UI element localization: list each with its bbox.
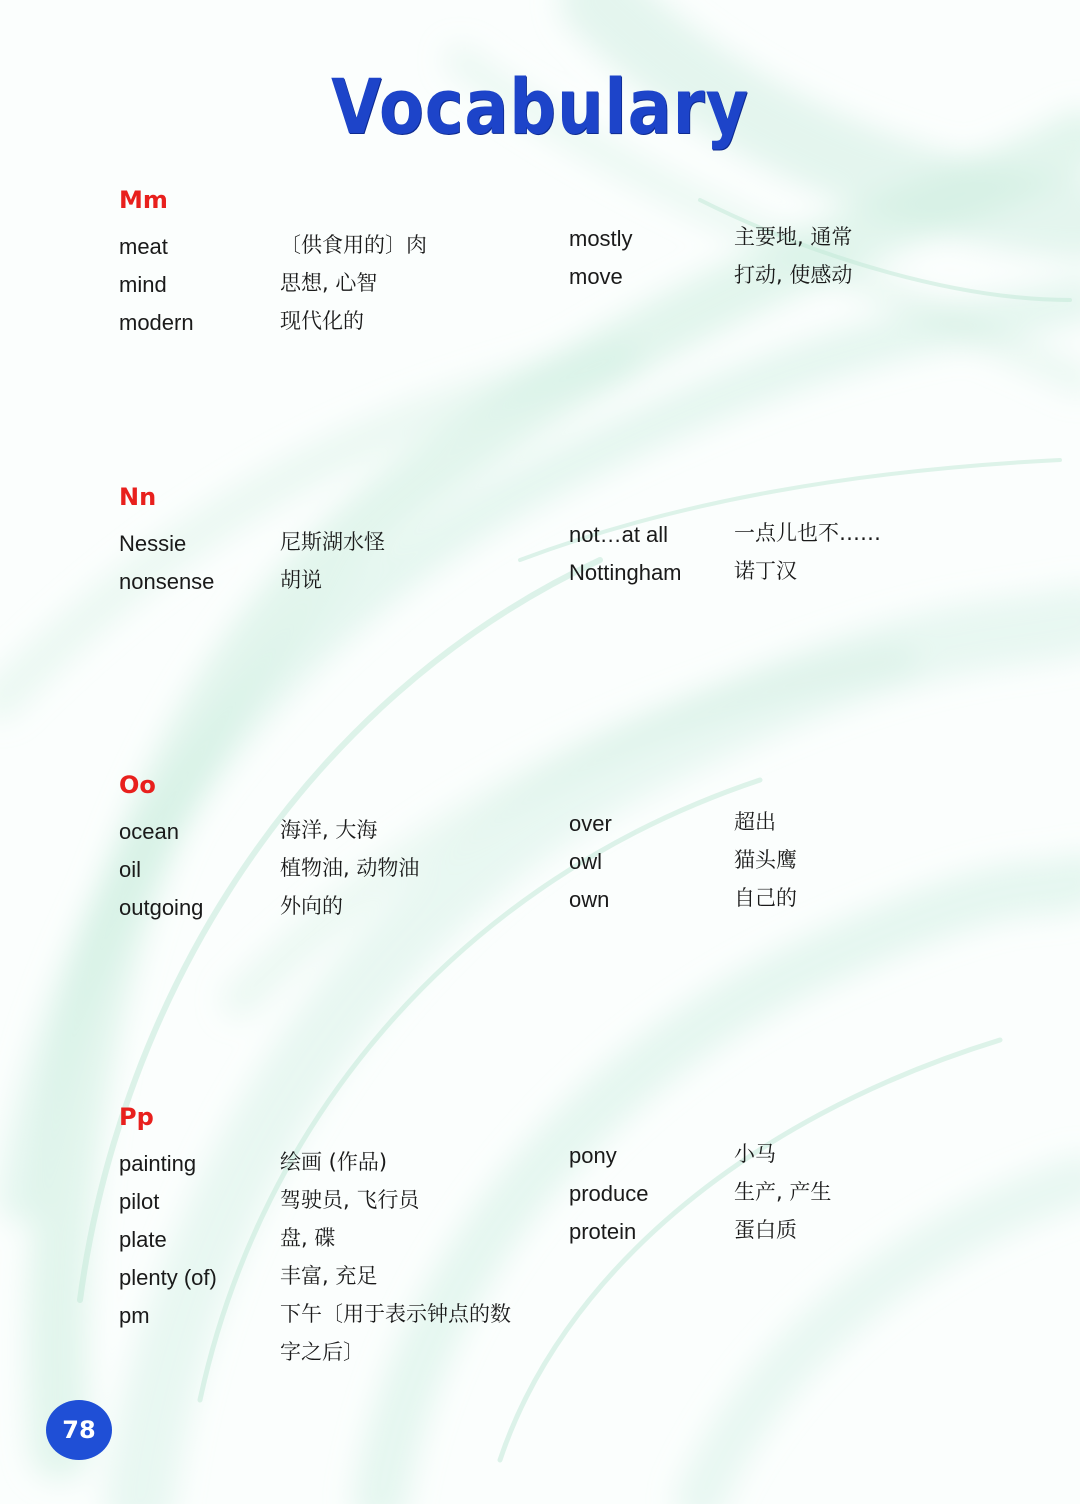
vocab-word: pilot bbox=[119, 1189, 160, 1214]
vocab-meaning: 海洋, 大海 bbox=[280, 818, 378, 842]
vocab-meaning: 外向的 bbox=[280, 894, 343, 918]
vocab-word: pony bbox=[569, 1143, 617, 1168]
vocab-meaning: 绘画 (作品) bbox=[280, 1150, 388, 1174]
vocab-word: painting bbox=[119, 1151, 197, 1176]
word-list-left bbox=[119, 234, 539, 348]
section-letter: Nn bbox=[119, 483, 157, 511]
vocab-word: outgoing bbox=[119, 895, 204, 920]
vocab-meaning: 植物油, 动物油 bbox=[280, 856, 420, 880]
vocab-word: mind bbox=[119, 272, 167, 297]
vocab-word: meat bbox=[119, 234, 168, 259]
vocab-entry bbox=[119, 895, 539, 933]
page-number-badge: 78 bbox=[46, 1400, 112, 1460]
vocab-word: ocean bbox=[119, 819, 179, 844]
vocab-word: plenty (of) bbox=[119, 1265, 217, 1290]
vocab-word: produce bbox=[569, 1181, 649, 1206]
vocab-meaning: 思想, 心智 bbox=[280, 271, 378, 295]
section-letter: Mm bbox=[119, 186, 168, 214]
vocab-word: own bbox=[569, 887, 610, 912]
vocab-meaning: 一点儿也不…… bbox=[734, 521, 881, 545]
vocab-meaning: 打动, 使感动 bbox=[734, 263, 853, 287]
vocab-word: over bbox=[569, 811, 612, 836]
vocab-word: Nessie bbox=[119, 531, 187, 556]
vocab-meaning: 丰富, 充足 bbox=[280, 1264, 378, 1288]
vocab-entry bbox=[569, 887, 989, 925]
word-list-left bbox=[119, 1151, 539, 1379]
vocab-entry bbox=[569, 1219, 989, 1257]
vocab-entry bbox=[569, 264, 989, 302]
vocab-word: pm bbox=[119, 1303, 150, 1328]
vocab-meaning: 下午〔用于表示钟点的数字之后〕 bbox=[280, 1302, 511, 1364]
vocab-entry bbox=[569, 560, 989, 598]
vocab-meaning: 主要地, 通常 bbox=[734, 225, 853, 249]
vocab-entry bbox=[119, 1303, 539, 1379]
word-list-left bbox=[119, 819, 539, 933]
vocab-meaning: 尼斯湖水怪 bbox=[280, 530, 385, 554]
vocab-word: owl bbox=[569, 849, 603, 874]
vocab-meaning: 盘, 碟 bbox=[280, 1226, 336, 1250]
word-list-right bbox=[569, 1143, 989, 1257]
word-list-left bbox=[119, 531, 539, 607]
vocab-meaning: 胡说 bbox=[280, 568, 322, 592]
vocab-meaning: 超出 bbox=[734, 810, 776, 834]
vocab-meaning: 诺丁汉 bbox=[734, 559, 797, 583]
vocab-meaning: 小马 bbox=[734, 1142, 776, 1166]
vocab-word: oil bbox=[119, 857, 142, 882]
vocab-word: Nottingham bbox=[569, 560, 682, 585]
page-title: Vocabulary bbox=[330, 62, 750, 151]
vocab-meaning: 自己的 bbox=[734, 886, 797, 910]
word-list-right bbox=[569, 811, 989, 925]
vocab-meaning: 生产, 产生 bbox=[734, 1180, 832, 1204]
word-list-right bbox=[569, 522, 989, 598]
vocab-entry bbox=[119, 310, 539, 348]
vocab-meaning: 现代化的 bbox=[280, 309, 364, 333]
vocab-word: not…at all bbox=[569, 522, 669, 547]
vocab-word: mostly bbox=[569, 226, 633, 251]
word-list-right bbox=[569, 226, 989, 302]
section-letter: Oo bbox=[119, 771, 156, 799]
vocab-word: nonsense bbox=[119, 569, 215, 594]
vocab-word: protein bbox=[569, 1219, 637, 1244]
vocab-word: plate bbox=[119, 1227, 167, 1252]
vocab-word: modern bbox=[119, 310, 194, 335]
section-letter: Pp bbox=[119, 1103, 154, 1131]
vocab-word: move bbox=[569, 264, 623, 289]
vocab-meaning: 〔供食用的〕肉 bbox=[280, 233, 427, 257]
vocab-meaning: 驾驶员, 飞行员 bbox=[280, 1188, 420, 1212]
vocab-meaning: 蛋白质 bbox=[734, 1218, 797, 1242]
vocab-entry bbox=[119, 569, 539, 607]
vocab-meaning: 猫头鹰 bbox=[734, 848, 797, 872]
